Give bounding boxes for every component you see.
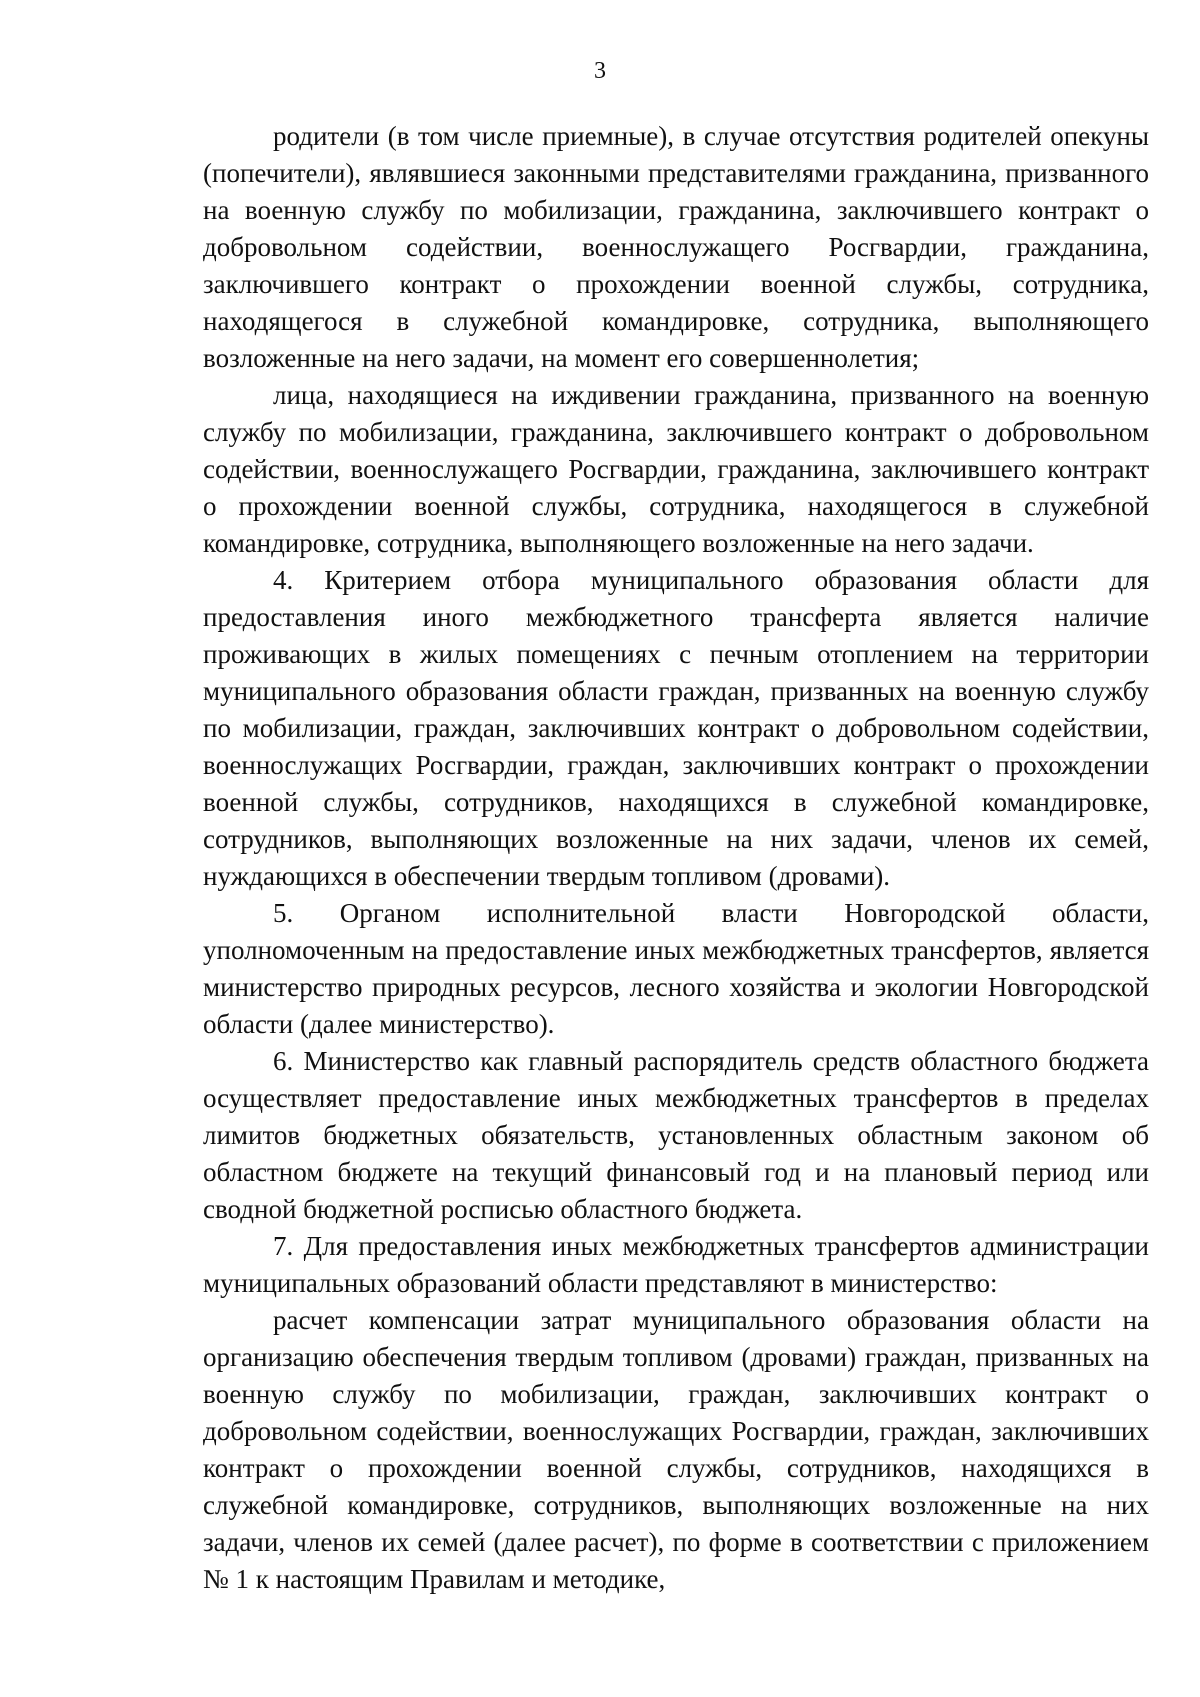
paragraph-dependents: лица, находящиеся на иждивении гражданина, призванного на военную службу по мобилизации, гражданина, заключившего контракт о добровольном содействии, военнослужащего Росгвардии, гражданина, заключившего контракт о прохождении военной службы, сотрудника, находящегося в служебной командировке, сотрудника, выполняющего возложенные на него задачи. xyxy=(203,380,1149,558)
paragraph-item-7-documents: 7. Для предоставления иных межбюджетных трансфертов администрации муниципальных образований области представляют в министерство: xyxy=(203,1231,1149,1298)
page-number: 3 xyxy=(594,58,606,84)
paragraph-parents-guardians: родители (в том числе приемные), в случае отсутствия родителей опекуны (попечители), являвшиеся законными представителями гражданина, призванного на военную службу по мобилизации, гражданина, заключившего контракт о добровольном содействии, военнослужащего Росгвардии, гражданина, заключившего контракт о прохождении военной службы, сотрудника, находящегося в служебной командировке, сотрудника, выполняющего возложенные на него задачи, на момент его совершеннолетия; xyxy=(203,121,1149,373)
paragraph-item-6-ministry-role: 6. Министерство как главный распорядитель средств областного бюджета осуществляет предоставление иных межбюджетных трансфертов в пределах лимитов бюджетных обязательств, установленных областным законом об областном бюджете на текущий финансовый год и на плановый период или сводной бюджетной росписью областного бюджета. xyxy=(203,1046,1149,1224)
paragraph-item-5-authorized-body: 5. Органом исполнительной власти Новгородской области, уполномоченным на предоставление иных межбюджетных трансфертов, является министерство природных ресурсов, лесного хозяйства и экологии Новгородской области (далее министерство). xyxy=(203,898,1149,1039)
document-body xyxy=(203,118,1149,1598)
paragraph-compensation-calculation: расчет компенсации затрат муниципального образования области на организацию обеспечения твердым топливом (дровами) граждан, призванных на военную службу по мобилизации, граждан, заключивших контракт о добровольном содействии, военнослужащих Росгвардии, граждан, заключивших контракт о прохождении военной службы, сотрудников, находящихся в служебной командировке, сотрудников, выполняющих возложенные на них задачи, членов их семей (далее расчет), по форме в соответствии с приложением № 1 к настоящим Правилам и методике, xyxy=(203,1305,1149,1594)
paragraph-item-4-selection-criterion: 4. Критерием отбора муниципального образования области для предоставления иного межбюджетного трансферта является наличие проживающих в жилых помещениях с печным отоплением на территории муниципального образования области граждан, призванных на военную службу по мобилизации, граждан, заключивших контракт о добровольном содействии, военнослужащих Росгвардии, граждан, заключивших контракт о прохождении военной службы, сотрудников, находящихся в служебной командировке, сотрудников, выполняющих возложенные на них задачи, членов их семей, нуждающихся в обеспечении твердым топливом (дровами). xyxy=(203,565,1149,891)
